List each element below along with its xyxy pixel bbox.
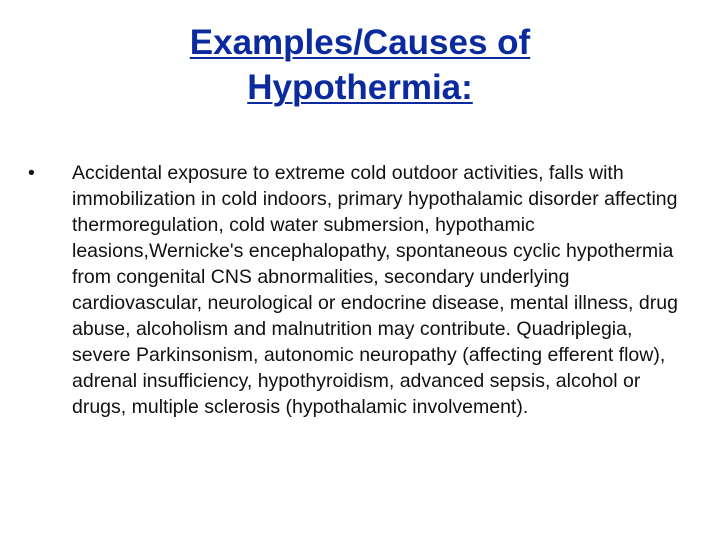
bullet-list — [28, 160, 688, 420]
slide-title-line-2: Hypothermia: — [247, 68, 473, 107]
bullet-icon: • — [28, 162, 35, 184]
bullet-item — [28, 160, 688, 420]
slide-title — [60, 20, 660, 110]
bullet-text: Accidental exposure to extreme cold outdoor activities, falls with immobilization in cold indoors, primary hypothalamic disorder affecting thermoregulation, cold water submersion, hypothamic leasions,Wernicke's encephalopathy, spontaneous cyclic hypothermia from congenital CNS abnormalities, secondary underlying cardiovascular, neurological or endocrine disease, mental illness, drug abuse, alcoholism and malnutrition may contribute. Quadriplegia, severe Parkinsonism, autonomic neuropathy (affecting efferent flow), adrenal insufficiency, hypothyroidism, advanced sepsis, alcohol or drugs, multiple sclerosis (hypothalamic involvement). — [72, 162, 678, 418]
slide-title-line-1: Examples/Causes of — [189, 23, 531, 62]
